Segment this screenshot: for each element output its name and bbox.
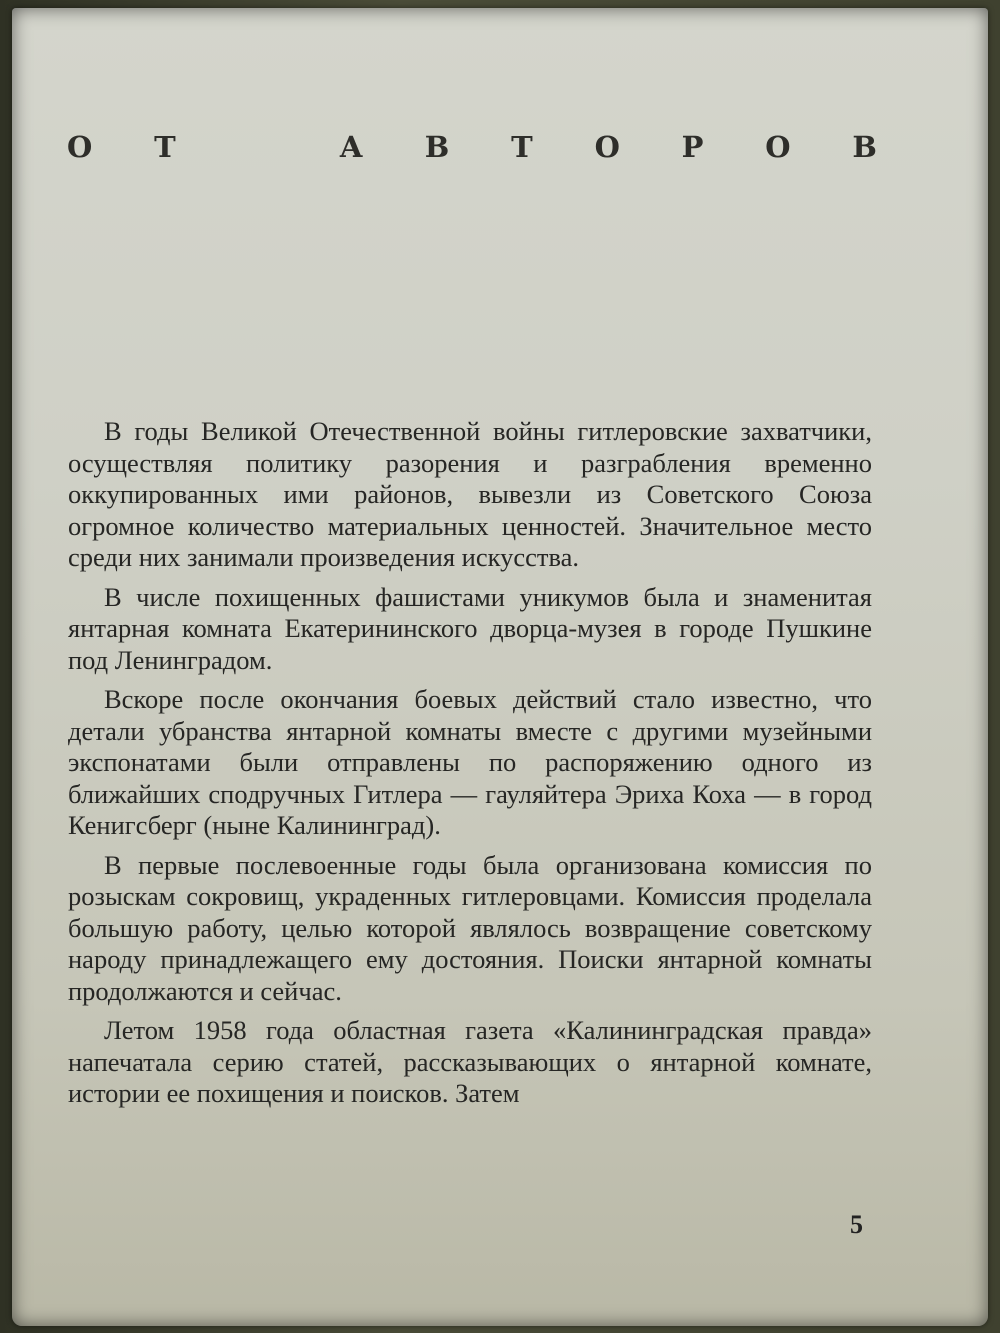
heading-letter: Р [681, 130, 704, 164]
paragraph: Вскоре после окончания боевых действий стало известно, что детали убранства янтарной комнаты вместе с другими музейными экспонатами были отправлены по распоряжению одного из ближайших сподручных Гитлера — гауляйтера Эриха Коха — в город Кенигсберг (ныне Калининград). [68, 684, 872, 840]
paragraph: В годы Великой Отечественной войны гитлеровские захватчики, осуществляя политику разорения и разграбления временно оккупированных ими районов, вывезли из Советского Союза огромное количество материальных ценностей. Значительное место среди них занимали произведения искусства. [68, 416, 872, 572]
paragraph: В числе похищенных фашистами уникумов была и знаменитая янтарная комната Екатерининского дворца-музея в городе Пушкине под Ленинградом. [68, 581, 872, 675]
body-text [68, 416, 872, 1118]
book-page [12, 8, 988, 1326]
heading-letter: А [339, 130, 363, 164]
paragraph: Летом 1958 года областная газета «Калининградская правда» напечатала серию статей, рассказывающих о янтарной комнате, истории ее похищения и поисков. Затем [68, 1015, 872, 1108]
heading-word-gap [238, 130, 278, 164]
heading-letter: Т [154, 130, 176, 164]
heading-letter: О [594, 130, 620, 164]
heading-letter: Т [511, 130, 533, 164]
heading-letter: О [67, 130, 93, 164]
page-number: 5 [850, 1210, 863, 1239]
heading-letter: В [424, 130, 450, 164]
heading-letter: О [765, 130, 791, 164]
paragraph: В первые послевоенные годы была организована комиссия по розыскам сокровищ, украденных гитлеровцами. Комиссия проделала большую работу, целью которой являлось возвращение советскому народу принадлежащего ему достояния. Поиски янтарной комнаты продолжаются и сейчас. [68, 849, 872, 1006]
heading-letter: В [852, 130, 877, 164]
chapter-heading [67, 130, 877, 164]
